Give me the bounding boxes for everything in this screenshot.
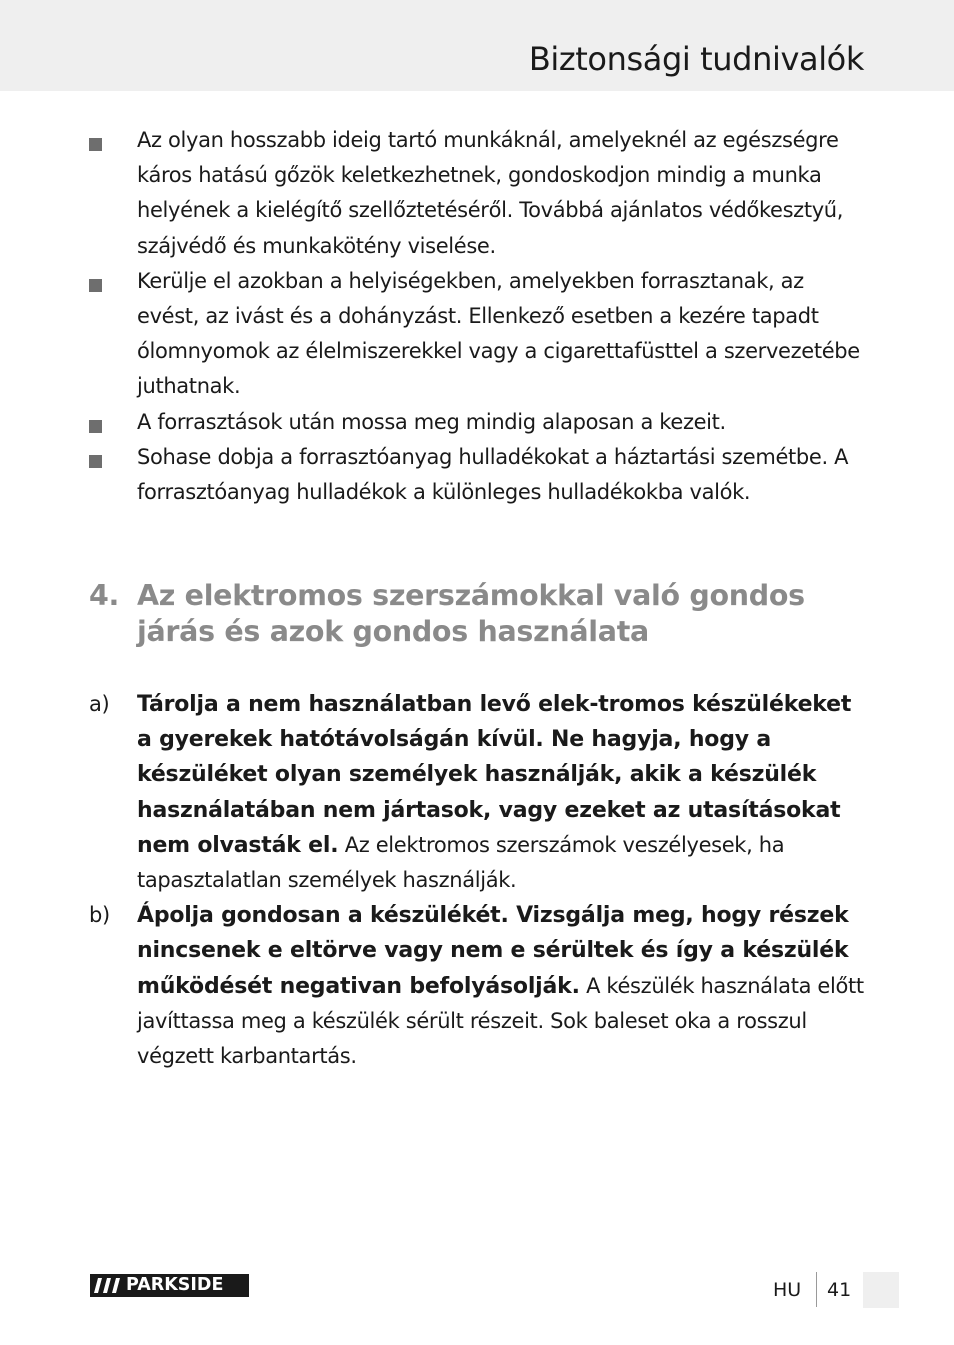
item-label: b) <box>89 903 110 928</box>
item-bold-text: Tárolja a nem használatban levő elek-tromos készülékeket a gyerekek hatótávolságán kívül. Ne hagyja, hogy a készüléket olyan személyek használják, akik a készülék használatában nem jártasok, vagy ezeket az utasításokat nem olvasták el. <box>137 692 852 858</box>
instruction-item <box>0 687 867 898</box>
instruction-item <box>0 898 867 1074</box>
footer-tab <box>863 1272 899 1308</box>
section-title: Az elektromos szerszámokkal való gondos járás és azok gondos használata <box>137 579 805 648</box>
section-heading <box>89 578 889 650</box>
logo-text: PARKSIDE <box>126 1275 224 1295</box>
item-bold-text: Ápolja gondosan a készülékét. Vizsgálja meg, hogy részek nincsenek e eltörve vagy nem e sérültek és így a készülék működését negativan befolyásolják. <box>137 903 849 999</box>
item-label: a) <box>89 692 110 716</box>
bullet-text: Sohase dobja a forrasztóanyag hulladékokat a háztartási szemétbe. A forrasztóanyag hulladékok a különleges hulladékokba valók. <box>137 444 849 505</box>
logo-stripes-icon <box>93 1274 123 1297</box>
bullet-text: Kerülje el azokban a helyiségekben, amelyekben forrasztanak, az evést, az ivást és a dohányzást. Ellenkező esetben a kezére tapadt ólomnyomok az élelmiszerekkel vagy a cigarettafüsttel a szervezetébe juthatnak. <box>137 268 860 399</box>
square-bullet-icon <box>89 420 102 433</box>
section-number: 4. <box>89 579 120 612</box>
page-number: 41 <box>827 1279 852 1301</box>
safety-bullet-list <box>0 123 954 510</box>
list-item <box>0 405 867 440</box>
square-bullet-icon <box>89 279 102 292</box>
square-bullet-icon <box>89 138 102 151</box>
language-code: HU <box>773 1279 802 1301</box>
item-text: A készülék használata előtt javíttassa meg a készülék sérült részeit. Sok baleset oka a rosszul végzett karbantartás. <box>137 973 864 1069</box>
list-item <box>0 123 867 264</box>
page-title: Biztonsági tudnivalók <box>528 40 864 78</box>
list-item <box>0 264 867 405</box>
item-text: Az elektromos szerszámok veszélyesek, ha tapasztalatlan személyek használják. <box>137 832 785 893</box>
square-bullet-icon <box>89 455 102 468</box>
bullet-text: Az olyan hosszabb ideig tartó munkáknál, amelyeknél az egészségre káros hatású gőzök keletkezhetnek, gondoskodjon mindig a munka helyének a kielégítő szellőztetéséről. Továbbá ajánlatos védőkesztyű, szájvédő és munkakötény viselése. <box>137 128 844 258</box>
list-item <box>0 440 867 510</box>
bullet-text: A forrasztások után mossa meg mindig alaposan a kezeit. <box>137 409 726 434</box>
instruction-list <box>0 687 954 1074</box>
footer-divider <box>816 1272 817 1307</box>
parkside-logo <box>90 1274 249 1297</box>
